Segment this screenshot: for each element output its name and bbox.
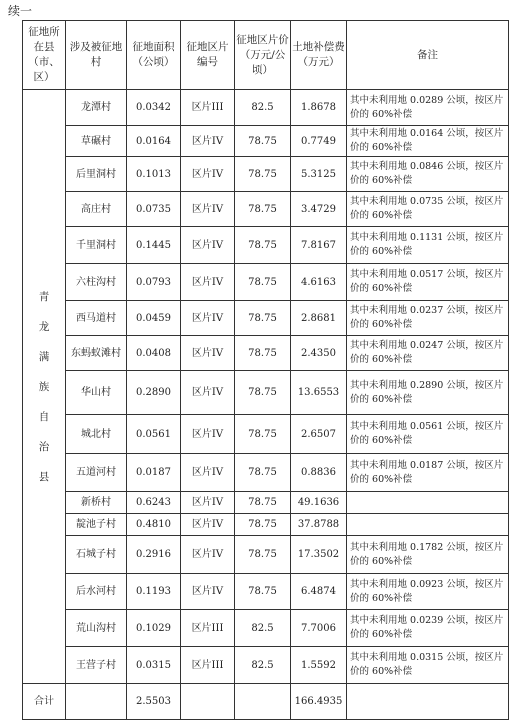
area-cell: 0.2890	[127, 371, 181, 415]
zone-cell: 区片IV	[181, 227, 235, 264]
compensation-cell: 3.4729	[291, 192, 347, 227]
compensation-cell: 2.8681	[291, 301, 347, 336]
table-row	[23, 647, 509, 684]
village-cell: 靛池子村	[66, 514, 127, 536]
total-area: 2.5503	[127, 684, 181, 720]
continued-label: 续一	[8, 4, 33, 18]
table-row	[23, 610, 509, 647]
compensation-cell: 6.4874	[291, 574, 347, 610]
zone-cell: 区片IV	[181, 192, 235, 227]
area-cell: 0.0561	[127, 415, 181, 454]
header-price: 征地区片价（万元/公顷）	[235, 21, 291, 90]
zone-cell: 区片IV	[181, 157, 235, 192]
price-cell: 78.75	[235, 227, 291, 264]
note-cell: 其中未利用地 0.0735 公顷，按区片价的 60%补偿	[347, 192, 509, 227]
price-cell: 78.75	[235, 514, 291, 536]
table-row	[23, 126, 509, 157]
village-cell: 后里洞村	[66, 157, 127, 192]
village-cell: 六柱沟村	[66, 264, 127, 301]
area-cell: 0.1029	[127, 610, 181, 647]
area-cell: 0.0408	[127, 336, 181, 371]
village-cell: 高庄村	[66, 192, 127, 227]
zone-cell: 区片III	[181, 90, 235, 126]
price-cell: 78.75	[235, 454, 291, 492]
zone-cell: 区片III	[181, 610, 235, 647]
header-note: 备注	[347, 21, 509, 90]
village-cell: 五道河村	[66, 454, 127, 492]
note-cell: 其中未利用地 0.0315 公顷，按区片价的 60%补偿	[347, 647, 509, 684]
compensation-cell: 1.5592	[291, 647, 347, 684]
area-cell: 0.6243	[127, 492, 181, 514]
village-cell: 龙潭村	[66, 90, 127, 126]
compensation-cell: 7.7006	[291, 610, 347, 647]
compensation-cell: 2.6507	[291, 415, 347, 454]
table-row	[23, 227, 509, 264]
total-label: 合计	[23, 684, 66, 720]
note-cell: 其中未利用地 0.2890 公顷，按区片价的 60%补偿	[347, 371, 509, 415]
compensation-cell: 0.7749	[291, 126, 347, 157]
table-row	[23, 492, 509, 514]
note-cell: 其中未利用地 0.0561 公顷，按区片价的 60%补偿	[347, 415, 509, 454]
compensation-cell: 37.8788	[291, 514, 347, 536]
table-row	[23, 301, 509, 336]
area-cell: 0.0793	[127, 264, 181, 301]
zone-cell: 区片IV	[181, 301, 235, 336]
total-price-empty	[235, 684, 291, 720]
village-cell: 草碾村	[66, 126, 127, 157]
header-area: 征地面积（公顷）	[127, 21, 181, 90]
compensation-cell: 4.6163	[291, 264, 347, 301]
header-village: 涉及被征地村	[66, 21, 127, 90]
note-cell: 其中未利用地 0.1782 公顷，按区片价的 60%补偿	[347, 536, 509, 574]
compensation-cell: 5.3125	[291, 157, 347, 192]
price-cell: 82.5	[235, 90, 291, 126]
area-cell: 0.0342	[127, 90, 181, 126]
village-cell: 新桥村	[66, 492, 127, 514]
note-cell	[347, 492, 509, 514]
price-cell: 78.75	[235, 157, 291, 192]
note-cell: 其中未利用地 0.0239 公顷，按区片价的 60%补偿	[347, 610, 509, 647]
area-cell: 0.0735	[127, 192, 181, 227]
table-row	[23, 90, 509, 126]
area-cell: 0.0459	[127, 301, 181, 336]
total-village-empty	[66, 684, 127, 720]
village-cell: 荒山沟村	[66, 610, 127, 647]
zone-cell: 区片IV	[181, 371, 235, 415]
county-name: 青龙满族自治县	[38, 290, 50, 483]
village-cell: 西马道村	[66, 301, 127, 336]
note-cell	[347, 514, 509, 536]
compensation-cell: 1.8678	[291, 90, 347, 126]
village-cell: 华山村	[66, 371, 127, 415]
price-cell: 78.75	[235, 536, 291, 574]
compensation-cell: 17.3502	[291, 536, 347, 574]
village-cell: 石城子村	[66, 536, 127, 574]
price-cell: 78.75	[235, 264, 291, 301]
table-row	[23, 264, 509, 301]
note-cell: 其中未利用地 0.0247 公顷，按区片价的 60%补偿	[347, 336, 509, 371]
village-cell: 城北村	[66, 415, 127, 454]
zone-cell: 区片IV	[181, 126, 235, 157]
zone-cell: 区片IV	[181, 536, 235, 574]
header-row	[23, 21, 509, 90]
total-compensation: 166.4935	[291, 684, 347, 720]
table-row	[23, 371, 509, 415]
note-cell: 其中未利用地 0.0164 公顷，按区片价的 60%补偿	[347, 126, 509, 157]
zone-cell: 区片IV	[181, 514, 235, 536]
price-cell: 78.75	[235, 415, 291, 454]
zone-cell: 区片IV	[181, 336, 235, 371]
price-cell: 78.75	[235, 336, 291, 371]
compensation-cell: 49.1636	[291, 492, 347, 514]
village-cell: 东蚂蚁滩村	[66, 336, 127, 371]
header-compensation: 土地补偿费（万元）	[291, 21, 347, 90]
table-row	[23, 536, 509, 574]
area-cell: 0.0164	[127, 126, 181, 157]
zone-cell: 区片IV	[181, 492, 235, 514]
table-row	[23, 514, 509, 536]
total-row	[23, 684, 509, 720]
area-cell: 0.4810	[127, 514, 181, 536]
note-cell: 其中未利用地 0.0517 公顷，按区片价的 60%补偿	[347, 264, 509, 301]
village-cell: 王营子村	[66, 647, 127, 684]
note-cell: 其中未利用地 0.0237 公顷，按区片价的 60%补偿	[347, 301, 509, 336]
area-cell: 0.1193	[127, 574, 181, 610]
price-cell: 78.75	[235, 574, 291, 610]
zone-cell: 区片IV	[181, 415, 235, 454]
note-cell: 其中未利用地 0.1131 公顷，按区片价的 60%补偿	[347, 227, 509, 264]
area-cell: 0.0187	[127, 454, 181, 492]
price-cell: 82.5	[235, 647, 291, 684]
price-cell: 78.75	[235, 192, 291, 227]
price-cell: 78.75	[235, 301, 291, 336]
area-cell: 0.2916	[127, 536, 181, 574]
table-row	[23, 192, 509, 227]
compensation-cell: 0.8836	[291, 454, 347, 492]
table-row	[23, 415, 509, 454]
table-row	[23, 336, 509, 371]
total-note-empty	[347, 684, 509, 720]
area-cell: 0.1013	[127, 157, 181, 192]
compensation-cell: 7.8167	[291, 227, 347, 264]
table-row	[23, 454, 509, 492]
price-cell: 78.75	[235, 126, 291, 157]
price-cell: 78.75	[235, 371, 291, 415]
header-zone: 征地区片编号	[181, 21, 235, 90]
table-row	[23, 157, 509, 192]
zone-cell: 区片IV	[181, 264, 235, 301]
village-cell: 后水河村	[66, 574, 127, 610]
county-cell	[23, 90, 66, 684]
note-cell: 其中未利用地 0.0846 公顷，按区片价的 60%补偿	[347, 157, 509, 192]
village-cell: 千里洞村	[66, 227, 127, 264]
table-row	[23, 574, 509, 610]
header-county: 征地所在县（市、区）	[23, 21, 66, 90]
compensation-cell: 2.4350	[291, 336, 347, 371]
zone-cell: 区片III	[181, 647, 235, 684]
zone-cell: 区片IV	[181, 454, 235, 492]
compensation-cell: 13.6553	[291, 371, 347, 415]
area-cell: 0.1445	[127, 227, 181, 264]
area-cell: 0.0315	[127, 647, 181, 684]
total-zone-empty	[181, 684, 235, 720]
zone-cell: 区片IV	[181, 574, 235, 610]
note-cell: 其中未利用地 0.0923 公顷，按区片价的 60%补偿	[347, 574, 509, 610]
land-compensation-table	[22, 20, 509, 720]
note-cell: 其中未利用地 0.0187 公顷，按区片价的 60%补偿	[347, 454, 509, 492]
note-cell: 其中未利用地 0.0289 公顷，按区片价的 60%补偿	[347, 90, 509, 126]
price-cell: 82.5	[235, 610, 291, 647]
price-cell: 78.75	[235, 492, 291, 514]
